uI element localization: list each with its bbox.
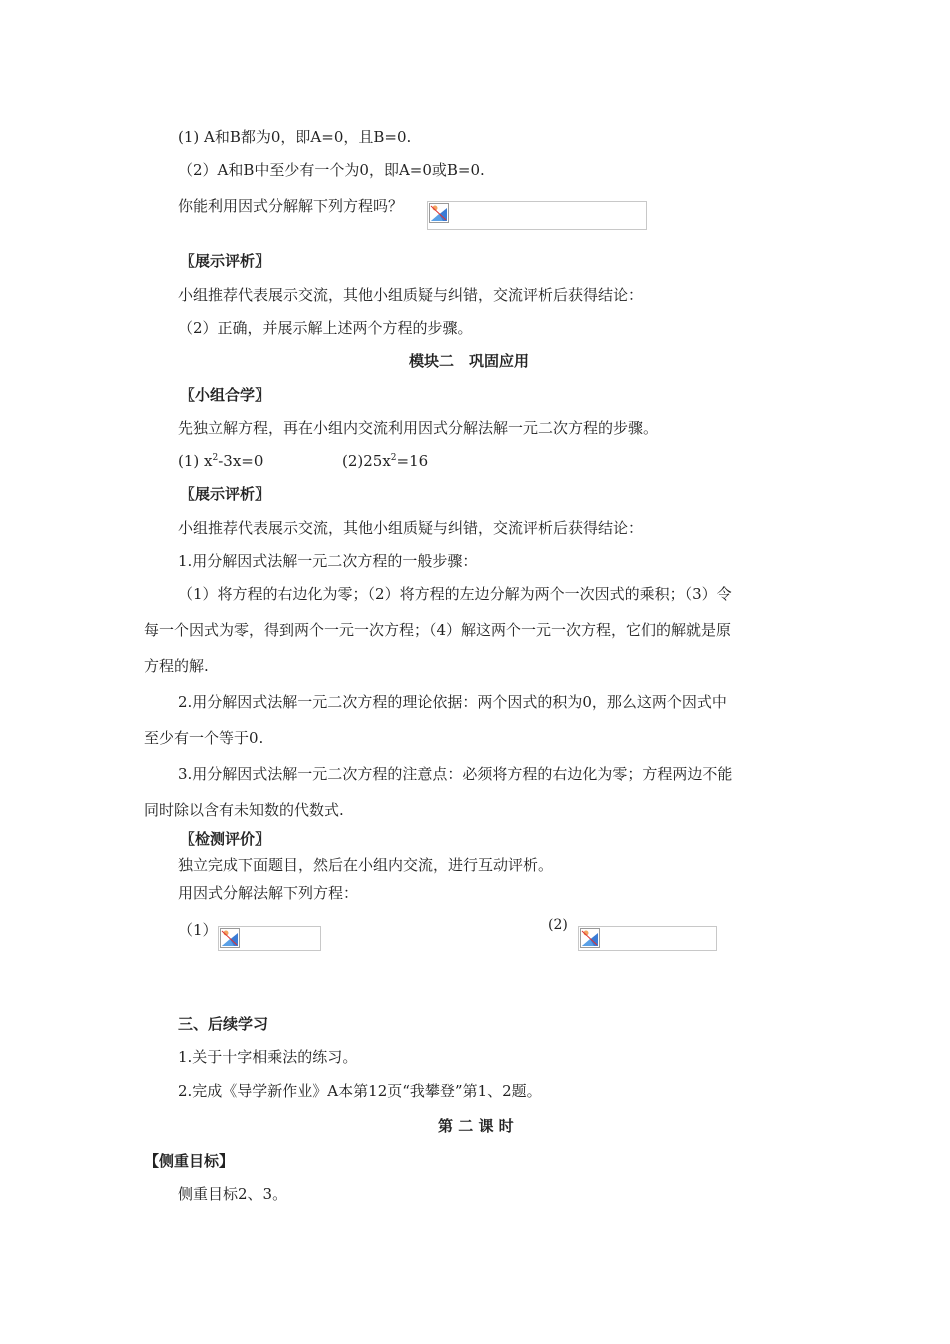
steps-line-2: 每一个因式为零，得到两个一元一次方程；（4）解这两个一元一次方程，它们的解就是原	[144, 621, 732, 639]
factor-question: 你能利用因式分解解下列方程吗？	[178, 197, 404, 215]
lesson2-title: 第 二 课 时	[438, 1117, 514, 1135]
group-heading: 〖小组合学〗	[180, 386, 271, 404]
note-line-1: 3.用分解因式法解一元二次方程的注意点：必须将方程的右边化为零；方程两边不能	[178, 765, 733, 783]
basis-line-1: 2.用分解因式法解一元二次方程的理论依据：两个因式的积为0，那么这两个因式中	[178, 693, 727, 711]
test-label-1: （1）	[178, 921, 218, 939]
condition-2: （2）A和B中至少有一个为0，即A=0或B=0.	[178, 161, 485, 179]
steps-line-1: （1）将方程的右边化为零；（2）将方程的左边分解为两个一次因式的乘积；（3）令	[178, 585, 732, 603]
module2-title: 模块二 巩固应用	[409, 352, 530, 370]
show-result-1: （2）正确，并展示解上述两个方程的步骤。	[178, 319, 473, 337]
followup-item-1: 1.关于十字相乘法的练习。	[178, 1048, 358, 1066]
test-image-1-placeholder	[218, 926, 321, 951]
test-question: 用因式分解法解下列方程：	[178, 884, 359, 902]
equation-1: (1) $x^2-3x=0$	[178, 452, 264, 470]
focus-text: 侧重目标2、3。	[178, 1185, 288, 1203]
steps-line-3: 方程的解.	[144, 657, 209, 675]
followup-heading: 三、后续学习	[178, 1015, 269, 1033]
condition-1: (1) A和B都为0，即A=0，且B=0.	[178, 128, 412, 146]
test-image-2-placeholder	[578, 926, 717, 951]
focus-heading: 【侧重目标】	[144, 1152, 235, 1170]
show-text-1: 小组推荐代表展示交流，其他小组质疑与纠错，交流评析后获得结论：	[178, 286, 644, 304]
steps-title: 1.用分解因式法解一元二次方程的一般步骤：	[178, 552, 478, 570]
test-heading: 〖检测评价〗	[180, 830, 271, 848]
test-text: 独立完成下面题目，然后在小组内交流，进行互动评析。	[178, 856, 554, 874]
note-line-2: 同时除以含有未知数的代数式.	[144, 801, 344, 819]
show-text-2: 小组推荐代表展示交流，其他小组质疑与纠错，交流评析后获得结论：	[178, 519, 644, 537]
basis-line-2: 至少有一个等于0.	[144, 729, 264, 747]
followup-item-2: 2.完成《导学新作业》A本第12页“我攀登”第1、2题。	[178, 1082, 542, 1100]
test-label-2: (2)	[548, 917, 568, 933]
group-text: 先独立解方程，再在小组内交流利用因式分解法解一元二次方程的步骤。	[178, 419, 659, 437]
show-heading-2: 〖展示评析〗	[180, 485, 271, 503]
equation-image-placeholder	[427, 201, 647, 230]
equation-2: $(2)25x^2=16$	[342, 452, 429, 470]
broken-image-icon	[429, 203, 449, 223]
broken-image-icon	[580, 928, 600, 948]
show-heading-1: 〖展示评析〗	[180, 252, 271, 270]
broken-image-icon	[220, 928, 240, 948]
